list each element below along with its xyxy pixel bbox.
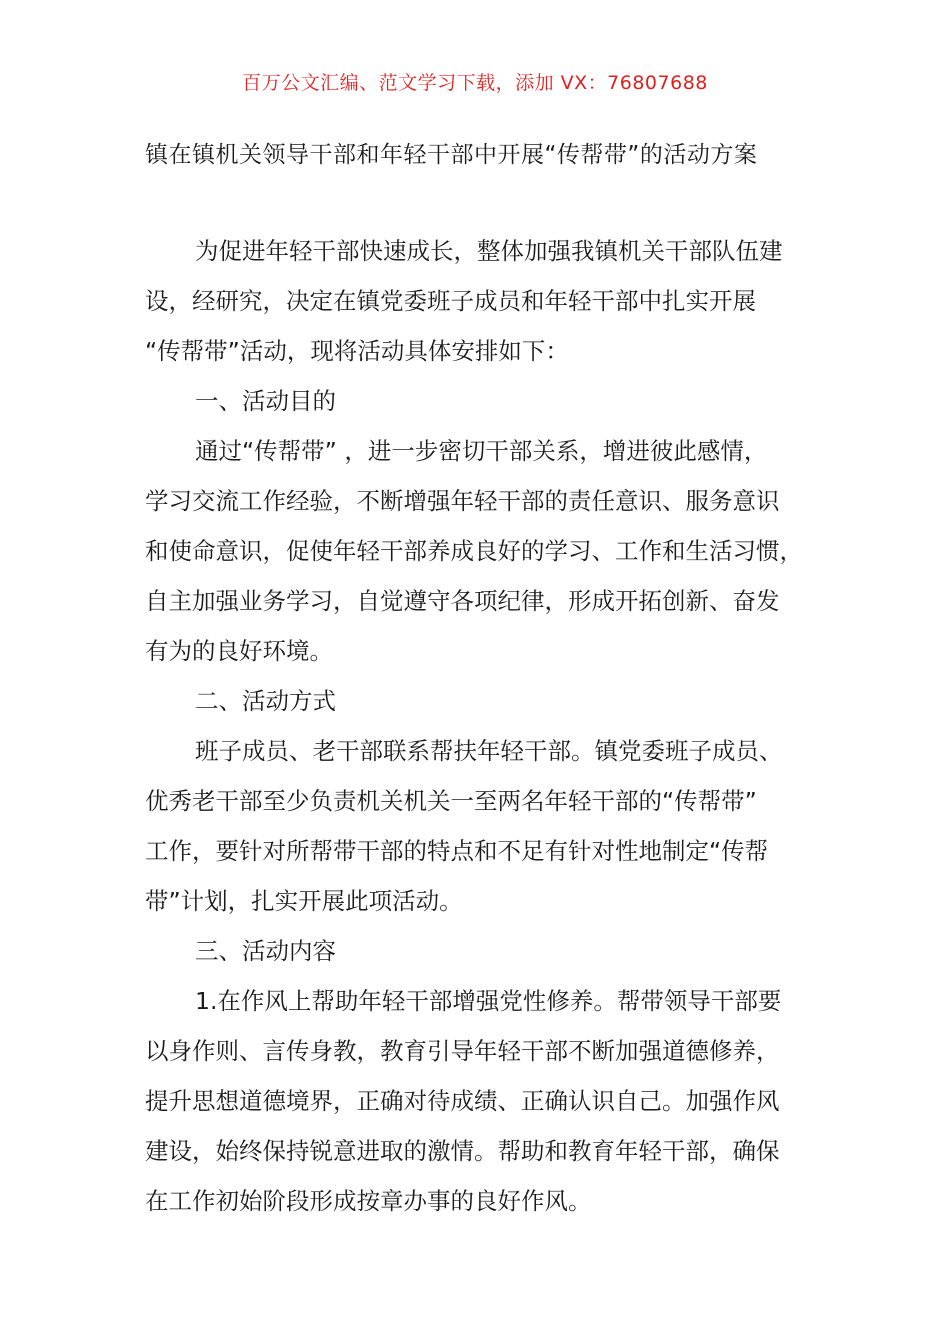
section-heading: 二、活动方式 xyxy=(195,687,336,715)
paragraph-line: 优秀老干部至少负责机关机关一至两名年轻干部的“传帮带” xyxy=(145,787,757,815)
paragraph-line: 有为的良好环境。 xyxy=(145,637,333,665)
paragraph-line: 设，经研究，决定在镇党委班子成员和年轻干部中扎实开展 xyxy=(145,287,756,315)
paragraph-line: 为促进年轻干部快速成长，整体加强我镇机关干部队伍建 xyxy=(195,237,783,265)
document-title: 镇在镇机关领导干部和年轻干部中开展“传帮带”的活动方案 xyxy=(145,142,758,168)
paragraph-line: 自主加强业务学习，自觉遵守各项纪律，形成开拓创新、奋发 xyxy=(145,587,780,615)
section-heading: 一、活动目的 xyxy=(195,387,336,415)
paragraph-line: 班子成员、老干部联系帮扶年轻干部。镇党委班子成员、 xyxy=(195,737,783,765)
section-heading: 三、活动内容 xyxy=(195,937,336,965)
document-body xyxy=(145,226,809,1226)
paragraph-line: “传帮带”活动，现将活动具体安排如下： xyxy=(145,337,569,365)
paragraph-line: 提升思想道德境界，正确对待成绩、正确认识自己。加强作风 xyxy=(145,1087,780,1115)
paragraph-line: 以身作则、言传身教，教育引导年轻干部不断加强道德修养， xyxy=(145,1037,780,1065)
paragraph-line: 建设，始终保持锐意进取的激情。帮助和教育年轻干部，确保 xyxy=(145,1137,780,1165)
paragraph-line: 和使命意识，促使年轻干部养成良好的学习、工作和生活习惯， xyxy=(145,537,803,565)
paragraph-line: 1.在作风上帮助年轻干部增强党性修养。帮带领导干部要 xyxy=(195,987,782,1015)
download-note: 百万公文汇编、范文学习下载，添加 VX：76807688 xyxy=(242,72,708,94)
paragraph-line: 学习交流工作经验，不断增强年轻干部的责任意识、服务意识 xyxy=(145,487,780,515)
paragraph-line: 通过“传帮带” ，进一步密切干部关系，增进彼此感情， xyxy=(195,437,768,465)
paragraph-line: 工作，要针对所帮带干部的特点和不足有针对性地制定“传帮 xyxy=(145,837,769,865)
paragraph-line: 在工作初始阶段形成按章办事的良好作风。 xyxy=(145,1187,592,1215)
paragraph-line: 带”计划，扎实开展此项活动。 xyxy=(145,887,463,915)
